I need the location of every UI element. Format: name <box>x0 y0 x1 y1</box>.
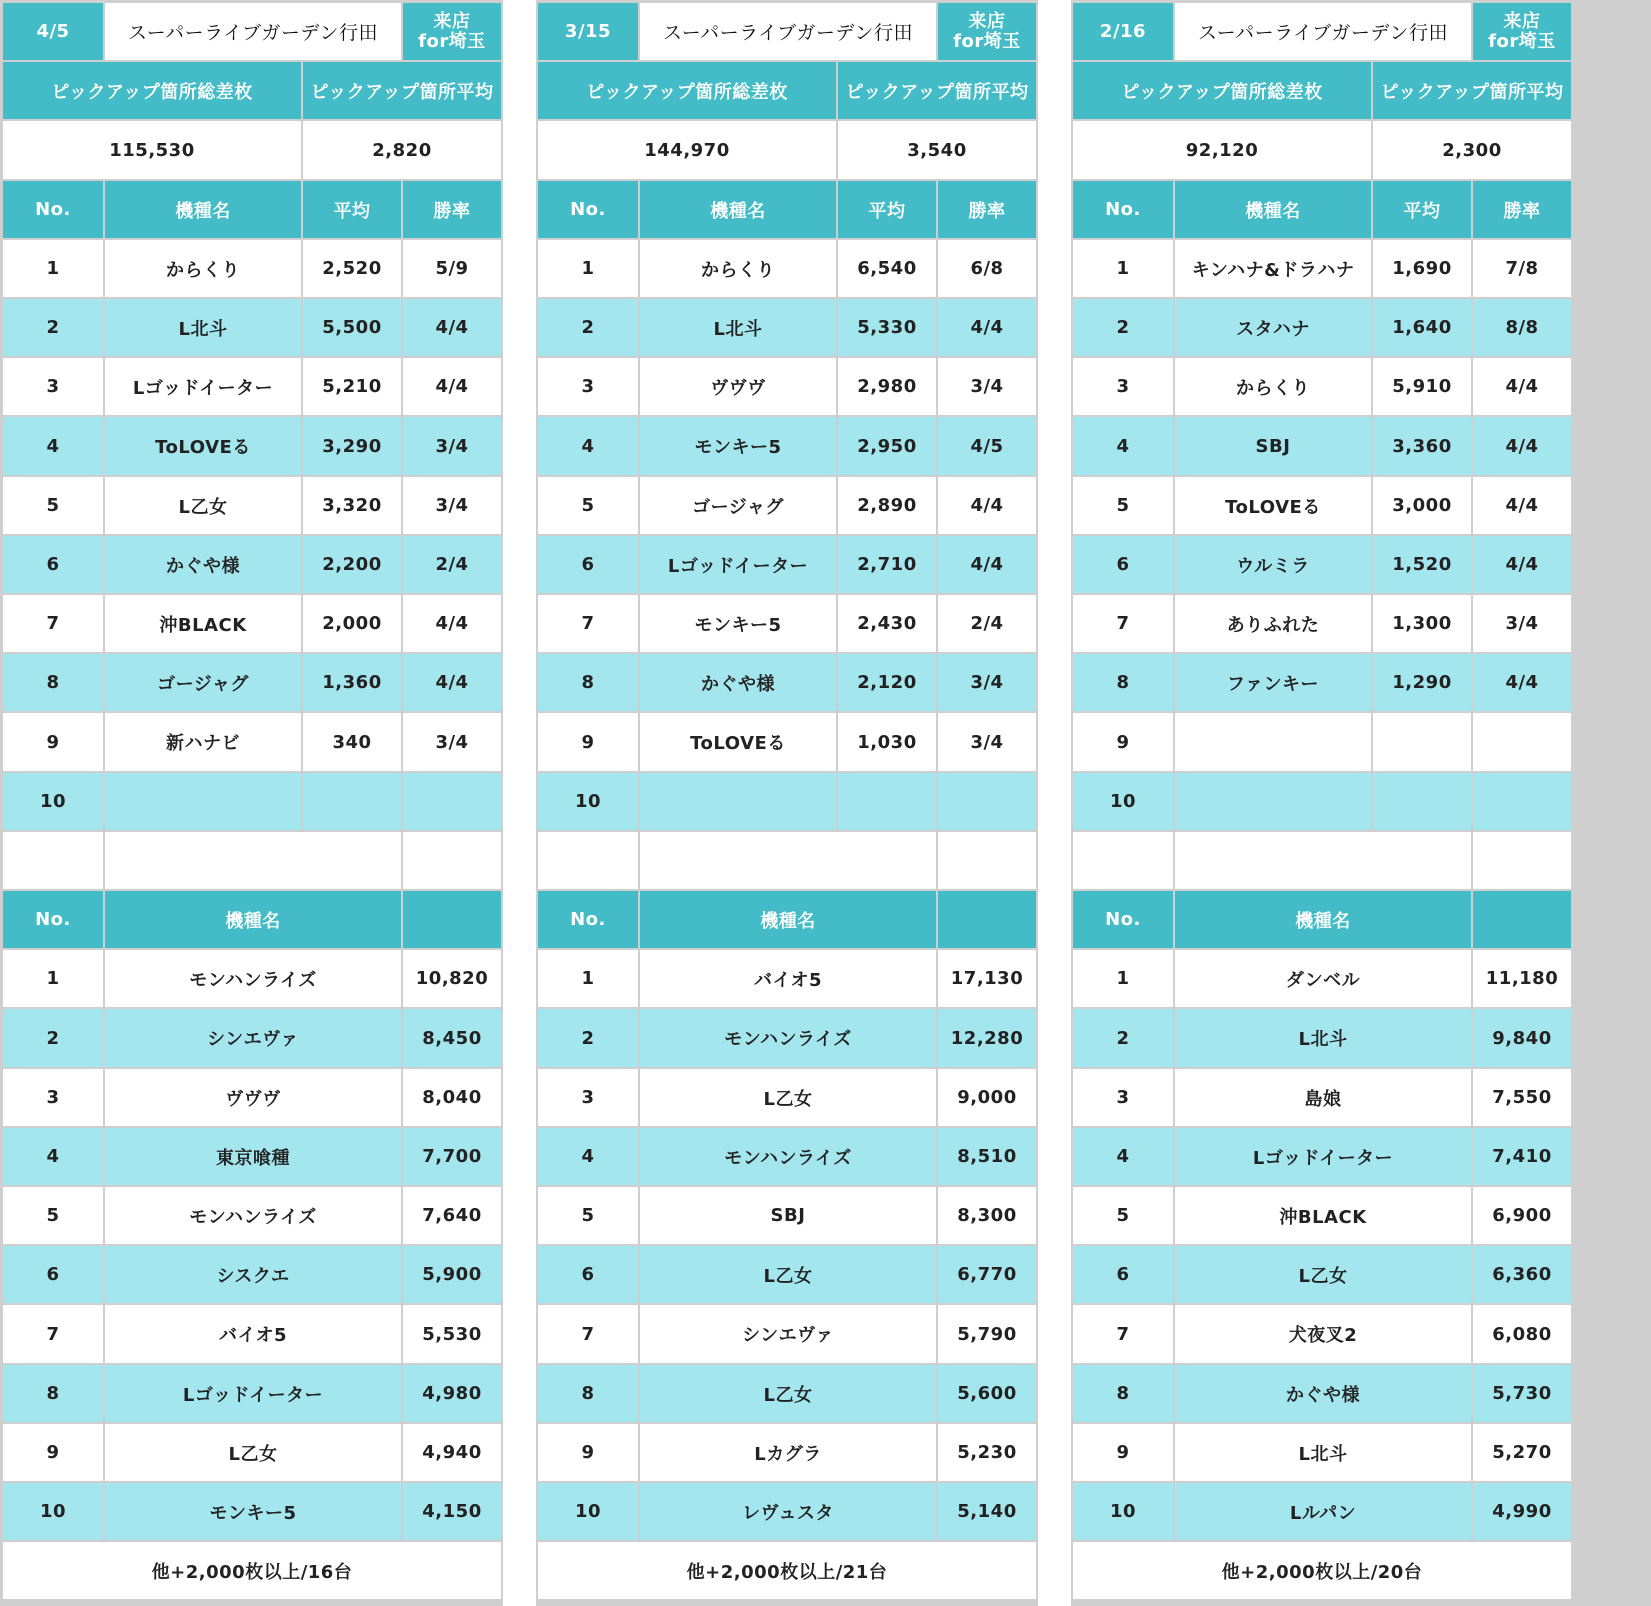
pickup-no: 4 <box>538 417 638 475</box>
rank-model: 沖BLACK <box>1175 1187 1471 1244</box>
rank-model: レヴュスタ <box>640 1483 936 1540</box>
rank-model: モンキー5 <box>105 1483 401 1540</box>
footer-note: 他+2,000枚以上/21台 <box>538 1542 1036 1599</box>
rank-value: 5,600 <box>938 1365 1036 1422</box>
rank-model: L乙女 <box>640 1246 936 1303</box>
rank-value: 8,510 <box>938 1128 1036 1185</box>
pickup-win-rate <box>1473 773 1571 830</box>
date-label: 4/5 <box>3 3 103 60</box>
rank-no: 5 <box>3 1187 103 1244</box>
rank-no: 4 <box>1073 1128 1173 1185</box>
pickup-no: 1 <box>538 240 638 297</box>
pickup-no: 5 <box>1073 477 1173 534</box>
pickup-model: SBJ <box>1175 417 1371 475</box>
rank-model: モンハンライズ <box>640 1128 936 1185</box>
col-header-model: 機種名 <box>105 181 301 238</box>
col-header-win-rate: 勝率 <box>1473 181 1571 238</box>
rank-model: L乙女 <box>105 1424 401 1481</box>
pickup-win-rate: 3/4 <box>403 477 501 534</box>
pickup-avg: 5,330 <box>838 299 936 356</box>
pickup-no: 7 <box>538 595 638 652</box>
rank-model: シンエヴァ <box>640 1305 936 1363</box>
pickup-no: 10 <box>1073 773 1173 830</box>
pickup-model: からくり <box>1175 358 1371 415</box>
pickup-model: モンキー5 <box>640 417 836 475</box>
rank-header-value <box>938 891 1036 948</box>
pickup-model: かぐや様 <box>640 654 836 711</box>
spacer-cell <box>640 832 936 889</box>
rank-model: L乙女 <box>640 1365 936 1422</box>
pickup-avg: 3,360 <box>1373 417 1471 475</box>
rank-model: モンハンライズ <box>105 950 401 1007</box>
rank-value: 6,360 <box>1473 1246 1571 1303</box>
pickup-no: 8 <box>1073 654 1173 711</box>
pickup-model <box>105 773 301 830</box>
pickup-no: 9 <box>3 713 103 771</box>
pickup-win-rate: 4/4 <box>1473 358 1571 415</box>
rank-no: 6 <box>1073 1246 1173 1303</box>
rank-value: 6,770 <box>938 1246 1036 1303</box>
pickup-model: からくり <box>105 240 301 297</box>
pickup-win-rate: 5/9 <box>403 240 501 297</box>
pickup-avg: 2,430 <box>838 595 936 652</box>
pickup-model <box>1175 773 1371 830</box>
pickup-avg <box>838 773 936 830</box>
pickup-win-rate: 7/8 <box>1473 240 1571 297</box>
date-label: 2/16 <box>1073 3 1173 60</box>
rank-model: 犬夜叉2 <box>1175 1305 1471 1363</box>
rank-no: 9 <box>538 1424 638 1481</box>
pickup-model: ウルミラ <box>1175 536 1371 593</box>
visit-label <box>403 3 501 60</box>
pickup-win-rate <box>1473 713 1571 771</box>
pickup-no: 1 <box>1073 240 1173 297</box>
pickup-win-rate: 3/4 <box>403 417 501 475</box>
rank-header-value <box>1473 891 1571 948</box>
pickup-no: 4 <box>1073 417 1173 475</box>
pickup-no: 2 <box>3 299 103 356</box>
rank-no: 1 <box>538 950 638 1007</box>
pickup-no: 8 <box>538 654 638 711</box>
col-header-no: No. <box>1073 181 1173 238</box>
rank-header-no: No. <box>1073 891 1173 948</box>
rank-no: 7 <box>3 1305 103 1363</box>
rank-value: 5,270 <box>1473 1424 1571 1481</box>
rank-value: 4,150 <box>403 1483 501 1540</box>
pickup-avg: 5,500 <box>303 299 401 356</box>
spacer-cell <box>1073 832 1173 889</box>
pickup-win-rate: 4/4 <box>1473 654 1571 711</box>
pickup-avg: 2,520 <box>303 240 401 297</box>
spacer-cell <box>403 832 501 889</box>
rank-value: 9,840 <box>1473 1009 1571 1067</box>
pickup-win-rate: 8/8 <box>1473 299 1571 356</box>
rank-model: 島娘 <box>1175 1069 1471 1126</box>
rank-header-model: 機種名 <box>1175 891 1471 948</box>
rank-value: 4,940 <box>403 1424 501 1481</box>
pickup-model <box>1175 713 1371 771</box>
pickup-no: 4 <box>3 417 103 475</box>
pickup-no: 7 <box>1073 595 1173 652</box>
rank-value: 7,410 <box>1473 1128 1571 1185</box>
rank-header-model: 機種名 <box>105 891 401 948</box>
pickup-model: 沖BLACK <box>105 595 301 652</box>
rank-model: ダンベル <box>1175 950 1471 1007</box>
visit-line-1: 来店 <box>1503 10 1541 32</box>
rank-no: 10 <box>538 1483 638 1540</box>
pickup-no: 9 <box>538 713 638 771</box>
pickup-win-rate <box>403 773 501 830</box>
average-header: ピックアップ箇所平均 <box>838 62 1036 119</box>
pickup-avg: 1,290 <box>1373 654 1471 711</box>
shop-name: スーパーライブガーデン行田 <box>1175 3 1471 60</box>
average-value: 2,300 <box>1373 121 1571 179</box>
pickup-avg: 6,540 <box>838 240 936 297</box>
rank-model: バイオ5 <box>105 1305 401 1363</box>
rank-value: 7,550 <box>1473 1069 1571 1126</box>
pickup-no: 3 <box>538 358 638 415</box>
rank-no: 3 <box>1073 1069 1173 1126</box>
pickup-no: 5 <box>538 477 638 534</box>
pickup-no: 1 <box>3 240 103 297</box>
pickup-win-rate: 4/4 <box>403 595 501 652</box>
spacer-cell <box>1473 832 1571 889</box>
rank-model: Lルパン <box>1175 1483 1471 1540</box>
visit-line-2: for埼玉 <box>1488 30 1556 52</box>
rank-value: 9,000 <box>938 1069 1036 1126</box>
rank-no: 9 <box>1073 1424 1173 1481</box>
rank-header-model: 機種名 <box>640 891 936 948</box>
pickup-avg <box>303 773 401 830</box>
total-diff-value: 92,120 <box>1073 121 1371 179</box>
col-header-avg: 平均 <box>1373 181 1471 238</box>
gutter-1 <box>503 0 536 1606</box>
pickup-win-rate <box>938 773 1036 830</box>
rank-model: シスクエ <box>105 1246 401 1303</box>
pickup-model: ToLOVEる <box>1175 477 1371 534</box>
pickup-win-rate: 6/8 <box>938 240 1036 297</box>
rank-no: 9 <box>3 1424 103 1481</box>
pickup-avg: 2,120 <box>838 654 936 711</box>
pickup-no: 6 <box>538 536 638 593</box>
pickup-avg: 2,200 <box>303 536 401 593</box>
rank-model: モンハンライズ <box>640 1009 936 1067</box>
pickup-avg: 1,520 <box>1373 536 1471 593</box>
pickup-model: ToLOVEる <box>105 417 301 475</box>
rank-value: 6,900 <box>1473 1187 1571 1244</box>
rank-no: 3 <box>538 1069 638 1126</box>
rank-value: 8,300 <box>938 1187 1036 1244</box>
visit-line-1: 来店 <box>968 10 1006 32</box>
pickup-win-rate: 2/4 <box>938 595 1036 652</box>
rank-model: かぐや様 <box>1175 1365 1471 1422</box>
pickup-no: 2 <box>538 299 638 356</box>
rank-value: 6,080 <box>1473 1305 1571 1363</box>
rank-no: 10 <box>1073 1483 1173 1540</box>
pickup-win-rate: 3/4 <box>938 713 1036 771</box>
rank-value: 11,180 <box>1473 950 1571 1007</box>
total-diff-header: ピックアップ箇所総差枚 <box>538 62 836 119</box>
gutter-2 <box>1038 0 1071 1606</box>
rank-value: 5,900 <box>403 1246 501 1303</box>
rank-no: 8 <box>1073 1365 1173 1422</box>
pickup-win-rate: 4/4 <box>938 477 1036 534</box>
shop-name: スーパーライブガーデン行田 <box>105 3 401 60</box>
pickup-avg: 3,000 <box>1373 477 1471 534</box>
rank-model: シンエヴァ <box>105 1009 401 1067</box>
total-diff-value: 144,970 <box>538 121 836 179</box>
pickup-no: 6 <box>1073 536 1173 593</box>
col-header-win-rate: 勝率 <box>403 181 501 238</box>
rank-value: 4,980 <box>403 1365 501 1422</box>
rank-value: 8,450 <box>403 1009 501 1067</box>
rank-model: SBJ <box>640 1187 936 1244</box>
rank-no: 7 <box>538 1305 638 1363</box>
rank-no: 6 <box>538 1246 638 1303</box>
average-header: ピックアップ箇所平均 <box>1373 62 1571 119</box>
rank-no: 8 <box>3 1365 103 1422</box>
col-header-model: 機種名 <box>1175 181 1371 238</box>
rank-value: 5,140 <box>938 1483 1036 1540</box>
pickup-avg <box>1373 713 1471 771</box>
rank-value: 5,530 <box>403 1305 501 1363</box>
pickup-win-rate: 3/4 <box>938 654 1036 711</box>
pickup-model: ToLOVEる <box>640 713 836 771</box>
pickup-model: かぐや様 <box>105 536 301 593</box>
col-header-avg: 平均 <box>303 181 401 238</box>
col-header-no: No. <box>538 181 638 238</box>
pickup-win-rate: 4/4 <box>938 536 1036 593</box>
spacer-cell <box>3 832 103 889</box>
pickup-win-rate: 4/5 <box>938 417 1036 475</box>
rank-no: 2 <box>538 1009 638 1067</box>
rank-value: 7,640 <box>403 1187 501 1244</box>
average-value: 3,540 <box>838 121 1036 179</box>
pickup-model: ありふれた <box>1175 595 1371 652</box>
rank-no: 8 <box>538 1365 638 1422</box>
pickup-model: キンハナ&ドラハナ <box>1175 240 1371 297</box>
pickup-avg: 2,980 <box>838 358 936 415</box>
rank-no: 1 <box>3 950 103 1007</box>
rank-no: 4 <box>3 1128 103 1185</box>
pickup-model: Lゴッドイーター <box>105 358 301 415</box>
visit-line-2: for埼玉 <box>953 30 1021 52</box>
pickup-avg: 1,640 <box>1373 299 1471 356</box>
pickup-avg: 5,910 <box>1373 358 1471 415</box>
rank-model: バイオ5 <box>640 950 936 1007</box>
total-diff-header: ピックアップ箇所総差枚 <box>3 62 301 119</box>
visit-label <box>938 3 1036 60</box>
footer-note: 他+2,000枚以上/20台 <box>1073 1542 1571 1599</box>
rank-no: 1 <box>1073 950 1173 1007</box>
shop-name: スーパーライブガーデン行田 <box>640 3 936 60</box>
rank-value: 4,990 <box>1473 1483 1571 1540</box>
pickup-no: 5 <box>3 477 103 534</box>
pickup-model <box>640 773 836 830</box>
pickup-no: 2 <box>1073 299 1173 356</box>
pickup-avg: 3,320 <box>303 477 401 534</box>
pickup-avg: 340 <box>303 713 401 771</box>
pickup-avg: 2,890 <box>838 477 936 534</box>
rank-value: 12,280 <box>938 1009 1036 1067</box>
rank-model: モンハンライズ <box>105 1187 401 1244</box>
pickup-model: ヴヴヴ <box>640 358 836 415</box>
rank-value: 5,230 <box>938 1424 1036 1481</box>
average-header: ピックアップ箇所平均 <box>303 62 501 119</box>
pickup-win-rate: 2/4 <box>403 536 501 593</box>
total-diff-value: 115,530 <box>3 121 301 179</box>
col-header-win-rate: 勝率 <box>938 181 1036 238</box>
rank-no: 10 <box>3 1483 103 1540</box>
pickup-win-rate: 4/4 <box>1473 417 1571 475</box>
pickup-model: Lゴッドイーター <box>640 536 836 593</box>
pickup-avg <box>1373 773 1471 830</box>
col-header-no: No. <box>3 181 103 238</box>
pickup-win-rate: 4/4 <box>403 654 501 711</box>
rank-model: L乙女 <box>640 1069 936 1126</box>
rank-no: 4 <box>538 1128 638 1185</box>
pickup-win-rate: 4/4 <box>1473 536 1571 593</box>
visit-line-1: 来店 <box>433 10 471 32</box>
pickup-model: L北斗 <box>105 299 301 356</box>
pickup-win-rate: 3/4 <box>938 358 1036 415</box>
pickup-no: 9 <box>1073 713 1173 771</box>
pickup-model: L北斗 <box>640 299 836 356</box>
rank-model: ヴヴヴ <box>105 1069 401 1126</box>
rank-no: 5 <box>1073 1187 1173 1244</box>
rank-model: 東京喰種 <box>105 1128 401 1185</box>
rank-value: 8,040 <box>403 1069 501 1126</box>
pickup-avg: 1,300 <box>1373 595 1471 652</box>
pickup-model: モンキー5 <box>640 595 836 652</box>
rank-header-value <box>403 891 501 948</box>
rank-no: 5 <box>538 1187 638 1244</box>
pickup-avg: 1,030 <box>838 713 936 771</box>
total-diff-header: ピックアップ箇所総差枚 <box>1073 62 1371 119</box>
pickup-avg: 1,690 <box>1373 240 1471 297</box>
average-value: 2,820 <box>303 121 501 179</box>
rank-no: 2 <box>1073 1009 1173 1067</box>
visit-label <box>1473 3 1571 60</box>
rank-model: Lカグラ <box>640 1424 936 1481</box>
pickup-model: ゴージャグ <box>640 477 836 534</box>
date-label: 3/15 <box>538 3 638 60</box>
pickup-no: 10 <box>538 773 638 830</box>
pickup-win-rate: 3/4 <box>1473 595 1571 652</box>
pickup-win-rate: 3/4 <box>403 713 501 771</box>
spacer-cell <box>538 832 638 889</box>
rank-model: L乙女 <box>1175 1246 1471 1303</box>
col-header-avg: 平均 <box>838 181 936 238</box>
rank-model: L北斗 <box>1175 1424 1471 1481</box>
pickup-avg: 1,360 <box>303 654 401 711</box>
pickup-avg: 2,710 <box>838 536 936 593</box>
pickup-no: 7 <box>3 595 103 652</box>
pickup-model: L乙女 <box>105 477 301 534</box>
rank-value: 5,730 <box>1473 1365 1571 1422</box>
pickup-model: からくり <box>640 240 836 297</box>
rank-no: 6 <box>3 1246 103 1303</box>
rank-model: L北斗 <box>1175 1009 1471 1067</box>
rank-model: Lゴッドイーター <box>105 1365 401 1422</box>
spacer-cell <box>105 832 401 889</box>
col-header-model: 機種名 <box>640 181 836 238</box>
spacer-cell <box>938 832 1036 889</box>
pickup-no: 6 <box>3 536 103 593</box>
pickup-win-rate: 4/4 <box>403 358 501 415</box>
rank-no: 2 <box>3 1009 103 1067</box>
rank-header-no: No. <box>538 891 638 948</box>
pickup-avg: 2,000 <box>303 595 401 652</box>
rank-no: 7 <box>1073 1305 1173 1363</box>
rank-no: 3 <box>3 1069 103 1126</box>
pickup-no: 8 <box>3 654 103 711</box>
spacer-cell <box>1175 832 1471 889</box>
visit-line-2: for埼玉 <box>418 30 486 52</box>
pickup-model: ファンキー <box>1175 654 1371 711</box>
pickup-win-rate: 4/4 <box>938 299 1036 356</box>
pickup-model: スタハナ <box>1175 299 1371 356</box>
pickup-win-rate: 4/4 <box>1473 477 1571 534</box>
footer-note: 他+2,000枚以上/16台 <box>3 1542 501 1599</box>
rank-header-no: No. <box>3 891 103 948</box>
rank-value: 5,790 <box>938 1305 1036 1363</box>
pickup-no: 3 <box>1073 358 1173 415</box>
pickup-no: 3 <box>3 358 103 415</box>
rank-value: 7,700 <box>403 1128 501 1185</box>
pickup-model: ゴージャグ <box>105 654 301 711</box>
pickup-no: 10 <box>3 773 103 830</box>
rank-value: 10,820 <box>403 950 501 1007</box>
pickup-avg: 2,950 <box>838 417 936 475</box>
rank-model: Lゴッドイーター <box>1175 1128 1471 1185</box>
pickup-avg: 5,210 <box>303 358 401 415</box>
pickup-win-rate: 4/4 <box>403 299 501 356</box>
rank-value: 17,130 <box>938 950 1036 1007</box>
pickup-model: 新ハナビ <box>105 713 301 771</box>
pickup-avg: 3,290 <box>303 417 401 475</box>
